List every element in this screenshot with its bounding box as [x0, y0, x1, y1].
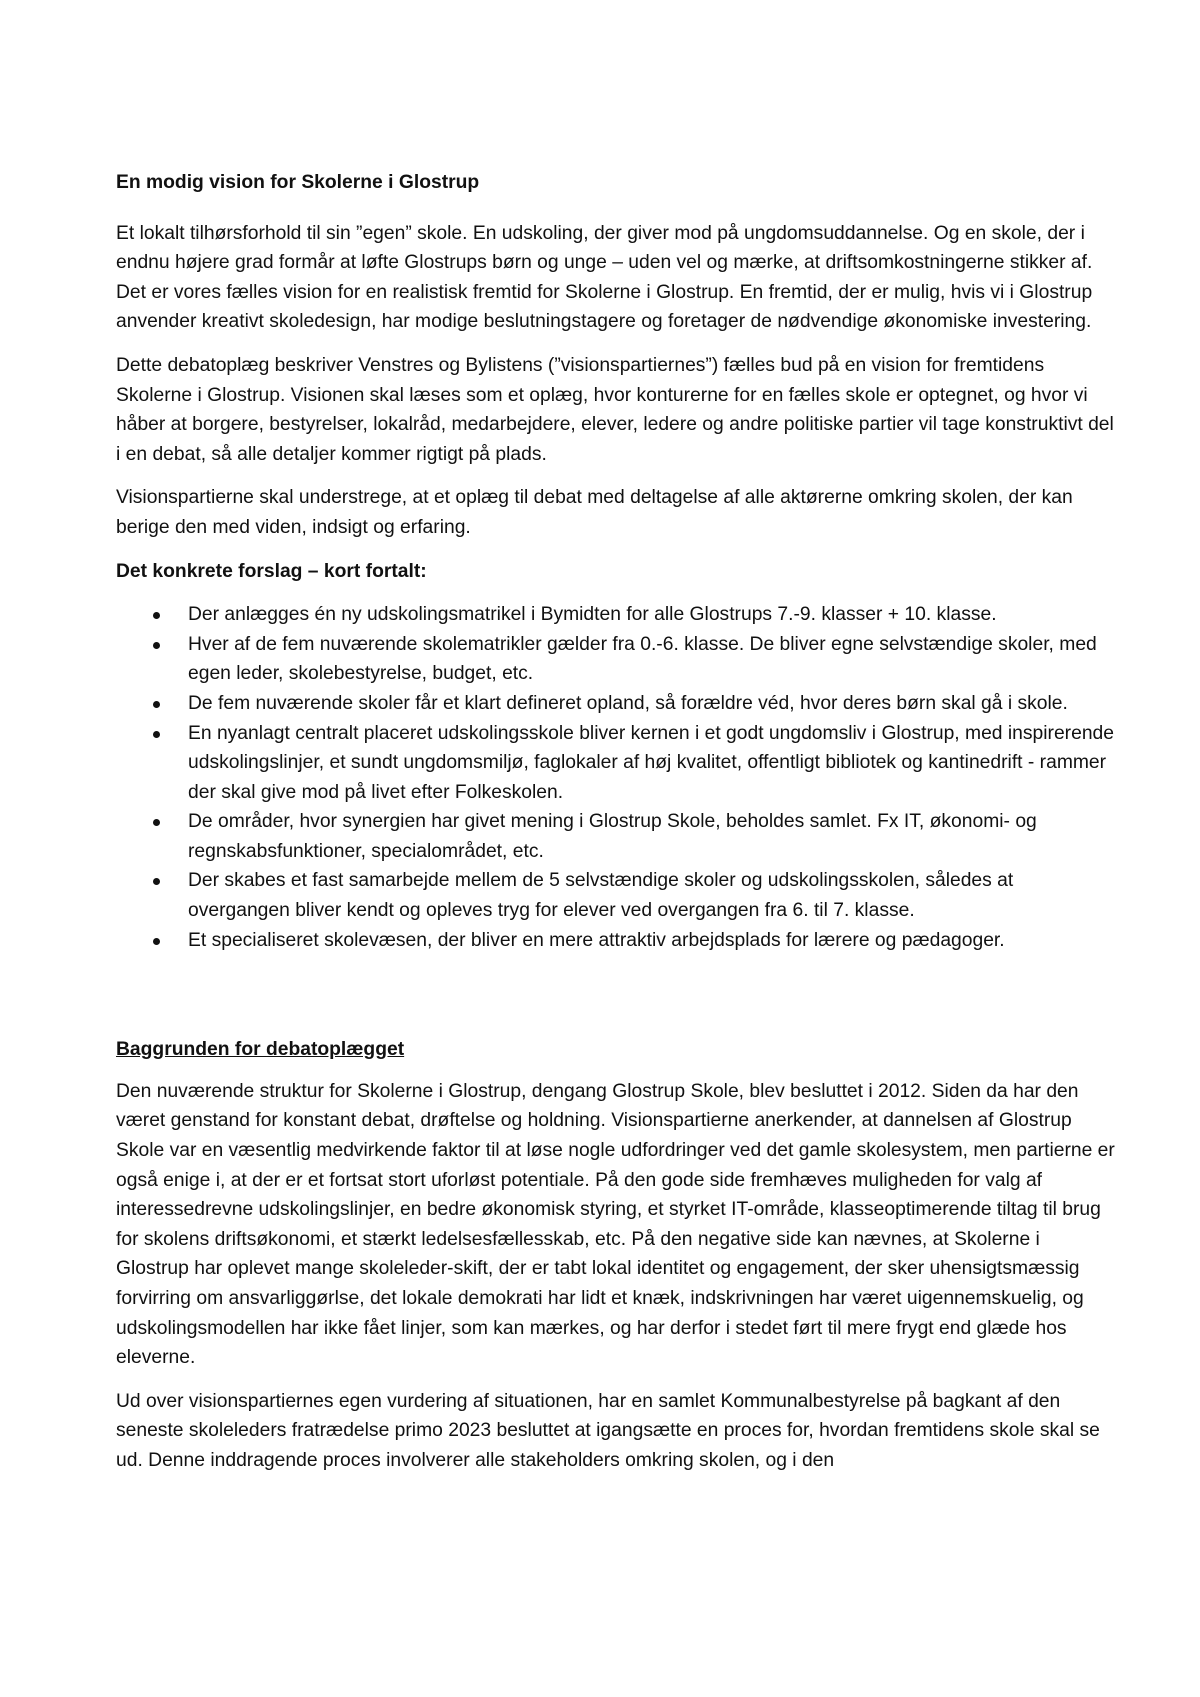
document-page	[116, 168, 1116, 1490]
bullet-icon	[153, 938, 160, 945]
list-item	[116, 630, 1116, 689]
bullet-icon	[153, 731, 160, 738]
bullet-icon	[153, 642, 160, 649]
background-paragraph-1: Den nuværende struktur for Skolerne i Glostrup, dengang Glostrup Skole, blev besluttet i 2012. Siden da har den været genstand for konstant debat, drøftelse og holdning. Visionspartierne anerkender, at dannelsen af Glostrup Skole var en væsentlig medvirkende faktor til at løse nogle udfordringer ved det gamle skolesystem, men partierne er også enige i, at der er et fortsat stort uforløst potentiale. På den gode side fremhæves muligheden for valg af interessedrevne udskolingslinjer, en bedre økonomisk styring, et styrket IT-område, klasseoptimerende tiltag til brug for skolens driftsøkonomi, et stærkt ledelsesfællesskab, etc. På den negative side kan nævnes, at Skolerne i Glostrup har oplevet mange skoleleder-skift, der er tabt lokal identitet og engagement, der sker uhensigtsmæssig forvirring om ansvarliggørlse, det lokale demokrati har lidt et knæk, indskrivningen har været uigennemskuelig, og udskolingsmodellen har ikke fået linjer, som kan mærkes, og har derfor i stedet ført til mere frygt end glæde hos eleverne.	[116, 1080, 1115, 1369]
list-item-text: En nyanlagt centralt placeret udskolingsskole bliver kernen i et godt ungdomsliv i Glostrup, med inspirerende udskolingslinjer, et sundt ungdomsmiljø, faglokaler af høj kvalitet, offentligt bibliotek og kantinedrift - rammer der skal give mod på livet efter Folkeskolen.	[188, 722, 1114, 803]
list-item	[116, 926, 1116, 956]
bullet-icon	[153, 878, 160, 885]
bullet-icon	[153, 819, 160, 826]
intro-paragraph-1: Et lokalt tilhørsforhold til sin ”egen” skole. En udskoling, der giver mod på ungdomsuddannelse. Og en skole, der i endnu højere grad formår at løfte Glostrups børn og unge – uden vel og mærke, at driftsomkostningerne stikker af. Det er vores fælles vision for en realistisk fremtid for Skolerne i Glostrup. En fremtid, der er mulig, hvis vi i Glostrup anvender kreativt skoledesign, har modige beslutningstagere og foretager de nødvendige økonomiske investering.	[116, 222, 1093, 333]
list-item	[116, 600, 1116, 630]
proposal-heading: Det konkrete forslag – kort fortalt:	[116, 560, 427, 582]
list-item-text: Hver af de fem nuværende skolematrikler gælder fra 0.-6. klasse. De bliver egne selvstændige skoler, med egen leder, skolebestyrelse, budget, etc.	[188, 633, 1097, 685]
bullet-icon	[153, 612, 160, 619]
background-heading: Baggrunden for debatoplægget	[116, 1039, 405, 1061]
list-item-text: Der skabes et fast samarbejde mellem de 5 selvstændige skoler og udskolingsskolen, således at overgangen bliver kendt og opleves tryg for elever ved overgangen fra 6. til 7. klasse.	[188, 870, 1014, 922]
list-item-text: De fem nuværende skoler får et klart defineret opland, så forældre véd, hvor deres børn skal gå i skole.	[188, 692, 1068, 714]
intro-paragraph-3: Visionspartierne skal understrege, at et oplæg til debat med deltagelse af alle aktørerne omkring skolen, der kan berige den med viden, indsigt og erfaring.	[116, 487, 1073, 538]
list-item	[116, 807, 1116, 866]
background-paragraph-2: Ud over visionspartiernes egen vurdering af situationen, har en samlet Kommunalbestyrelse på bagkant af den seneste skoleleders fratrædelse primo 2023 besluttet at igangsætte en proces for, hvordan fremtidens skole skal se ud. Denne inddragende proces involverer alle stakeholders omkring skolen, og i den	[116, 1390, 1100, 1471]
document-title: En modig vision for Skolerne i Glostrup	[116, 172, 480, 193]
list-item	[116, 719, 1116, 808]
list-item-text: Der anlægges én ny udskolingsmatrikel i Bymidten for alle Glostrups 7.-9. klasser + 10. klasse.	[188, 604, 997, 626]
list-item-text: Et specialiseret skolevæsen, der bliver en mere attraktiv arbejdsplads for lærere og pædagoger.	[188, 929, 1005, 951]
bullet-icon	[153, 701, 160, 708]
intro-paragraph-2: Dette debatoplæg beskriver Venstres og Bylistens (”visionspartiernes”) fælles bud på en vision for fremtidens Skolerne i Glostrup. Visionen skal læses som et oplæg, hvor konturerne for en fælles skole er optegnet, og hvor vi håber at borgere, bestyrelser, lokalråd, medarbejdere, elever, ledere og andre politiske partier vil tage konstruktivt del i en debat, så alle detaljer kommer rigtigt på plads.	[116, 354, 1114, 465]
list-item	[116, 689, 1116, 719]
list-item-text: De områder, hvor synergien har givet mening i Glostrup Skole, beholdes samlet. Fx IT, økonomi- og regnskabsfunktioner, specialområdet, etc.	[188, 811, 1037, 862]
proposal-list	[116, 600, 1116, 955]
list-item	[116, 866, 1116, 925]
